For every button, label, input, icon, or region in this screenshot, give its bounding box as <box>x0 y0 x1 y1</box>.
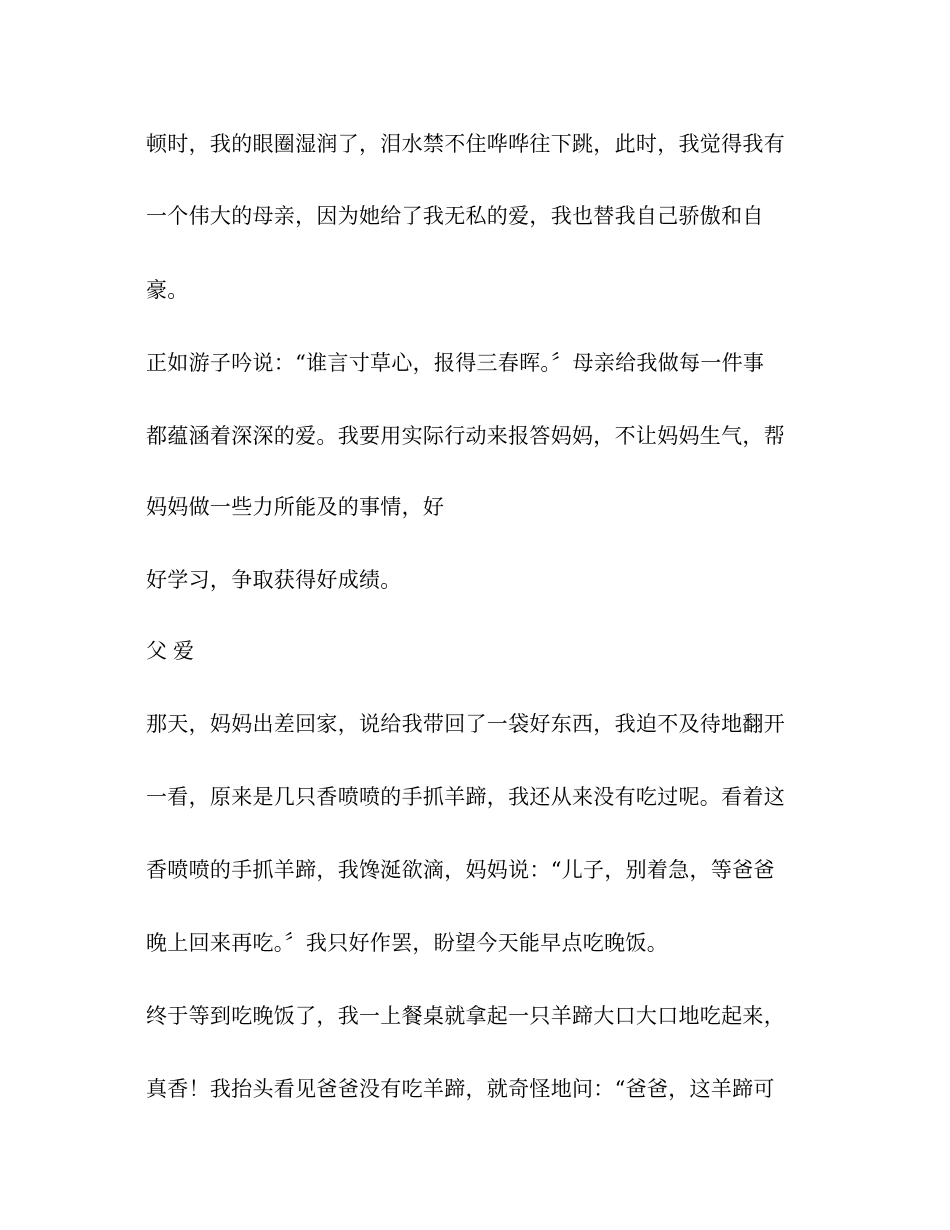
paragraph-1-line-2: 一个伟大的母亲，因为她给了我无私的爱，我也替我自己骄傲和自 <box>146 204 764 228</box>
paragraph-2-line-2: 都蕴涵着深深的爱。我要用实际行动来报答妈妈，不让妈妈生气，帮 <box>146 424 785 448</box>
paragraph-4-line-4: 晚上回来再吃。〞我只好作罢，盼望今天能早点吃晚饭。 <box>146 931 668 955</box>
paragraph-4-line-2: 一看，原来是几只香喷喷的手抓羊蹄，我还从来没有吃过呢。看着这 <box>146 785 785 809</box>
section-heading-char-2: 爱 <box>173 639 194 663</box>
section-heading-char-1: 父 <box>146 639 167 663</box>
paragraph-3-line-1: 好学习，争取获得好成绩。 <box>146 568 402 592</box>
section-heading <box>146 638 194 664</box>
paragraph-4-line-3: 香喷喷的手抓羊蹄，我馋涎欲滴，妈妈说：“儿子，别着急，等爸爸 <box>146 858 775 882</box>
paragraph-1-line-1: 顿时，我的眼圈湿润了，泪水禁不住哗哗往下跳，此时，我觉得我有 <box>146 132 785 156</box>
paragraph-5-line-1: 终于等到吃晚饭了，我一上餐桌就拿起一只羊蹄大口大口地吃起来， <box>146 1004 785 1028</box>
paragraph-2-line-1: 正如游子吟说：“谁言寸草心，报得三春晖。〞母亲给我做每一件事 <box>146 351 765 375</box>
paragraph-2-line-3: 妈妈做一些力所能及的事情，好 <box>146 495 445 519</box>
paragraph-5-line-2: 真香！我抬头看见爸爸没有吃羊蹄，就奇怪地问：“爸爸，这羊蹄可 <box>146 1077 775 1101</box>
paragraph-1-line-3: 豪。 <box>146 278 189 302</box>
paragraph-4-line-1: 那天，妈妈出差回家，说给我带回了一袋好东西，我迫不及待地翻开 <box>146 712 785 736</box>
